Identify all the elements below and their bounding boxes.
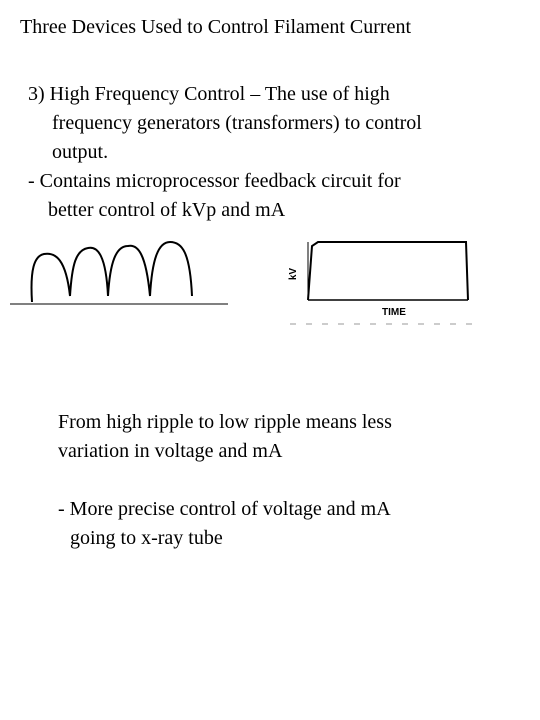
slide-title: Three Devices Used to Control Filament Current bbox=[20, 16, 412, 38]
kv-waveform bbox=[308, 242, 468, 300]
bullet-1-line-2: better control of kVp and mA bbox=[48, 199, 286, 221]
y-axis-label: kV bbox=[288, 267, 299, 281]
bullet-1-line-1: - Contains microprocessor feedback circuit for bbox=[28, 170, 401, 192]
heading-line-3: output. bbox=[52, 141, 109, 163]
ripple-waveform bbox=[32, 242, 193, 302]
heading-line-2: frequency generators (transformers) to control bbox=[52, 112, 422, 134]
heading-line-1: 3) High Frequency Control – The use of high bbox=[28, 83, 390, 105]
bullet-2-line-1: - More precise control of voltage and mA bbox=[58, 498, 391, 520]
low-ripple-waveform-figure bbox=[286, 236, 486, 331]
x-axis-label: TIME bbox=[382, 307, 406, 318]
para-1-line-1: From high ripple to low ripple means less bbox=[58, 411, 392, 433]
bullet-2-line-2: going to x-ray tube bbox=[70, 527, 223, 549]
para-1-line-2: variation in voltage and mA bbox=[58, 440, 283, 462]
body-text-bottom bbox=[58, 408, 528, 553]
high-ripple-waveform-figure bbox=[10, 236, 250, 316]
body-text-top bbox=[28, 80, 538, 225]
spacer bbox=[58, 466, 528, 495]
